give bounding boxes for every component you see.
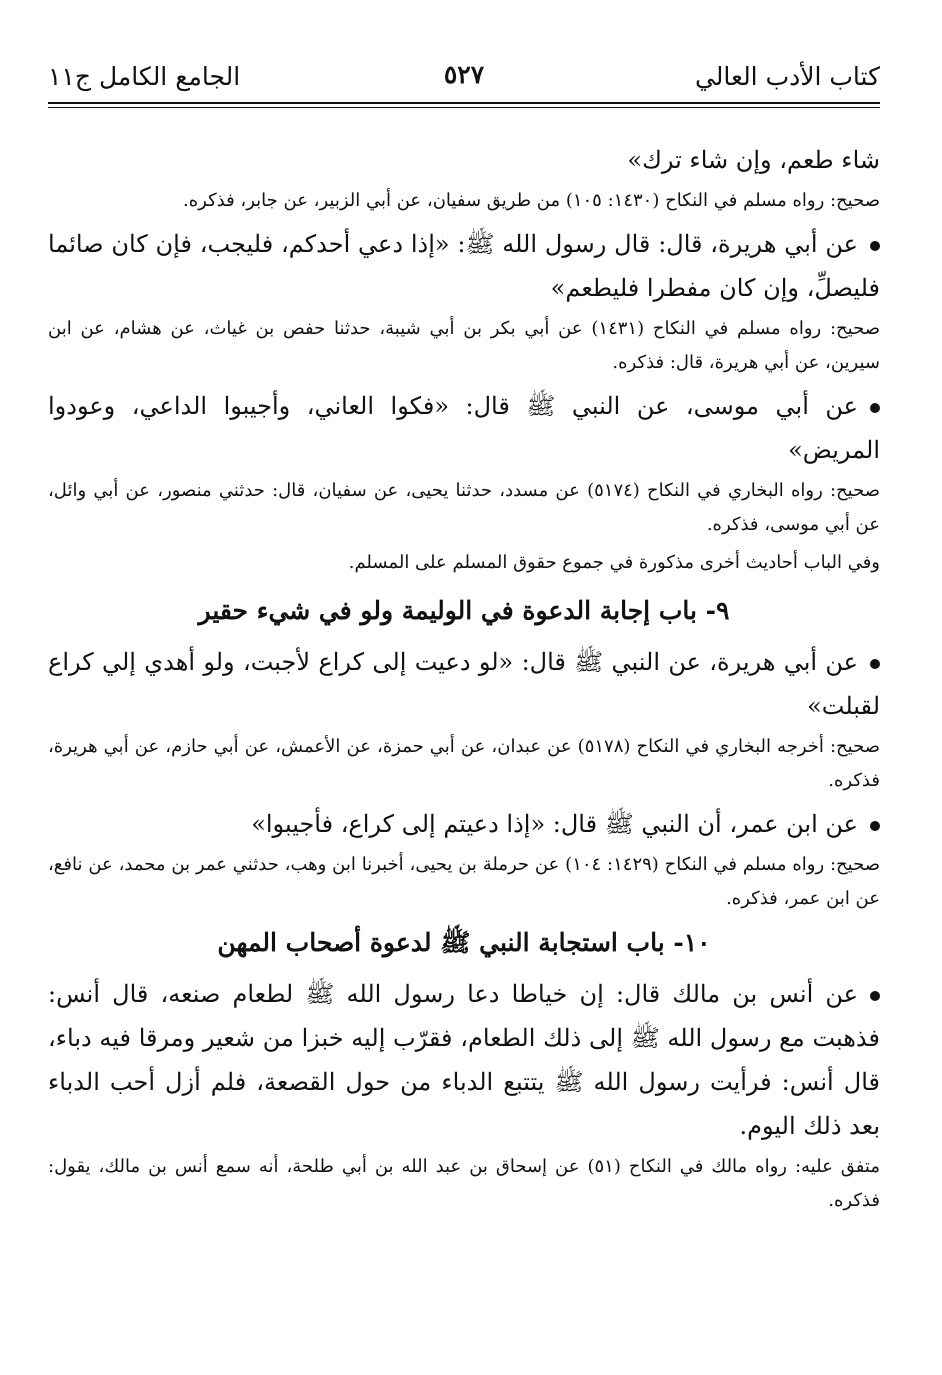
header-rule-thin	[48, 107, 880, 108]
bullet-icon	[870, 659, 880, 669]
block-text: متفق عليه: رواه مالك في النكاح (٥١) عن إسحاق بن عبد الله بن أبي طلحة، أنه سمع أنس بن مالك، يقول: فذكره.	[48, 1156, 880, 1211]
block-text: صحيح: رواه البخاري في النكاح (٥١٧٤) عن مسدد، حدثنا يحيى، عن سفيان، قال: حدثني منصور، عن أبي وائل، عن أبي موسى، فذكره.	[48, 480, 880, 535]
block-text: عن أبي موسى، عن النبي ﷺ قال: «فكوا العاني، وأجيبوا الداعي، وعودوا المريض»	[48, 392, 880, 464]
block-text: عن ابن عمر، أن النبي ﷺ قال: «إذا دعيتم إلى كراع، فأجيبوا»	[251, 810, 858, 838]
page-header	[48, 58, 880, 92]
header-rule-thick	[48, 102, 880, 104]
block-text: عن أبي هريرة، قال: قال رسول الله ﷺ: «إذا دعي أحدكم، فليجب، فإن كان صائما فليصلِّ، وإن كان مفطرا فليطعم»	[48, 230, 880, 302]
bullet-icon	[870, 821, 880, 831]
hadith-source	[48, 730, 880, 798]
block-text: وفي الباب أحاديث أخرى مذكورة في جموع حقوق المسلم على المسلم.	[348, 552, 880, 573]
block-text: صحيح: أخرجه البخاري في النكاح (٥١٧٨) عن عبدان، عن أبي حمزة، عن الأعمش، عن أبي حازم، عن أبي هريرة، فذكره.	[48, 736, 880, 791]
chapter-note	[48, 546, 880, 580]
page-body	[48, 138, 880, 1222]
page-number: ٥٢٧	[443, 60, 485, 89]
volume-title: الجامع الكامل ج١١	[48, 62, 241, 91]
chapter-heading	[48, 920, 880, 966]
hadith-text	[48, 222, 880, 310]
block-text: ٩- باب إجابة الدعوة في الوليمة ولو في شيء حقير	[198, 596, 730, 625]
bullet-icon	[870, 403, 880, 413]
hadith-source	[48, 1150, 880, 1218]
hadith-source	[48, 184, 880, 218]
hadith-source	[48, 474, 880, 542]
bullet-icon	[870, 241, 880, 251]
hadith-source	[48, 848, 880, 916]
block-text: صحيح: رواه مسلم في النكاح (١٤٢٩: ١٠٤) عن حرملة بن يحيى، أخبرنا ابن وهب، حدثني عمر بن محمد، عن نافع، عن ابن عمر، فذكره.	[48, 854, 880, 909]
book-title: كتاب الأدب العالي	[694, 62, 880, 91]
bullet-icon	[870, 991, 880, 1001]
hadith-text	[48, 138, 880, 182]
book-page	[48, 58, 880, 1211]
hadith-text	[48, 384, 880, 472]
hadith-text	[48, 802, 880, 846]
block-text: صحيح: رواه مسلم في النكاح (١٤٣١) عن أبي بكر بن أبي شيبة، حدثنا حفص بن غياث، عن هشام، عن ابن سيرين، عن أبي هريرة، قال: فذكره.	[48, 318, 880, 373]
block-text: عن أبي هريرة، عن النبي ﷺ قال: «لو دعيت إلى كراع لأجبت، ولو أهدي إلي كراع لقبلت»	[48, 648, 880, 720]
block-text: عن أنس بن مالك قال: إن خياطا دعا رسول الله ﷺ لطعام صنعه، قال أنس: فذهبت مع رسول الله ﷺ إلى ذلك الطعام، فقرّب إليه خبزا من شعير ومرقا فيه دباء، قال أنس: فرأيت رسول الله ﷺ يتتبع الدباء من حول القصعة، فلم أزل أحب الدباء بعد ذلك اليوم.	[48, 980, 880, 1140]
hadith-source	[48, 312, 880, 380]
block-text: شاء طعم، وإن شاء ترك»	[627, 146, 880, 174]
chapter-heading	[48, 588, 880, 634]
block-text: صحيح: رواه مسلم في النكاح (١٤٣٠: ١٠٥) من طريق سفيان، عن أبي الزبير، عن جابر، فذكره.	[183, 190, 880, 211]
hadith-text	[48, 972, 880, 1148]
hadith-text	[48, 640, 880, 728]
block-text: ١٠- باب استجابة النبي ﷺ لدعوة أصحاب المهن	[217, 928, 711, 957]
